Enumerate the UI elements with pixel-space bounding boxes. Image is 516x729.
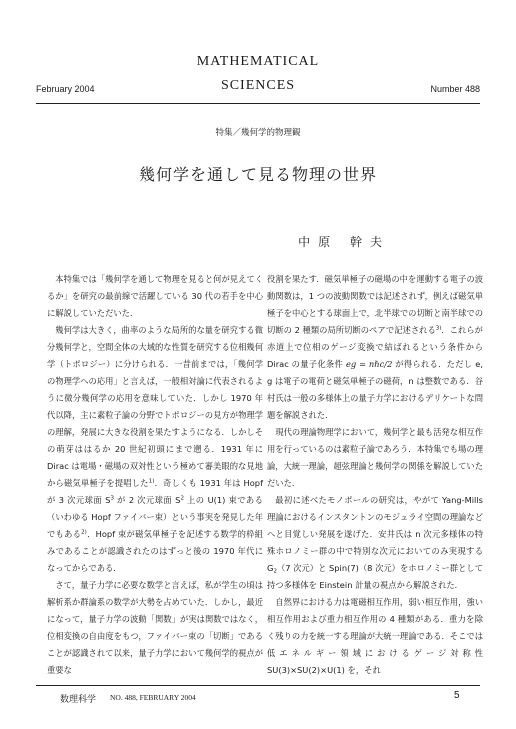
quantization-formula: eg = nℏc/2: [345, 359, 393, 369]
article-title: 幾何学を通して見る物理の世界: [138, 165, 377, 184]
body-column-right: [267, 271, 483, 679]
paragraph: 最初に述べたモノポールの研究は，やがて Yang-Mills 理論におけるインスタントンのモジュライ空間の理論などへと目覚しい発展を遂げた．安井氏は n 次元多様体の特殊ホロノミー群の中で特別な次元においてのみ実現する $G_2(7$ 次元）と Spin(7)（8 次元）をホロノミー群として持つ多様体を Einstein 計量の視点から解説された．: [267, 495, 483, 590]
issue-number: Number 488: [430, 84, 480, 94]
superscript: 2: [180, 495, 184, 502]
footer-journal-name: 数理科学: [60, 695, 97, 705]
paragraph: 役割を果たす．磁気単極子の磁場の中を運動する電子の波動関数は，1 つの波動関数では記述されず，例えば磁気単極子を中心とする球面上で，北半球での切断と南半球での切断の 2 種類の局所切断のペアで記述される$^{3)}$．これらが赤道上で位相のゲージ変換で結ばれるという条件から Dirac の量子化条件 eg = nℏc/2 が得られる．ただし e, g は電子の電荷と磁気単極子の磁荷，n は整数である．谷村氏は一般の多様体上の量子力学におけるデリケートな問題を解説された．: [267, 274, 483, 420]
author-name: 中原 幹夫: [298, 235, 390, 249]
subscript: 2: [273, 568, 277, 575]
series-label: 特集／幾何学的物理観: [215, 128, 301, 138]
paragraph: 幾何学は大きく，曲率のような局所的な量を研究する微分幾何学と，空間全体の大域的な性質を研究する位相幾何学（トポロジー）に分けられる．一昔前までは，「幾何学の物理学への応用」と言えば，一般相対論に代表されるように微分幾何学の応用を意味していた．しかし 1970 年代以降，主に素粒子論の分野でトポロジーの見方が物理学の理解，発展に大きな役割を果たすようになる．しかしその萌芽ははるか 20 世紀初頭にまで遡る．1931 年に Dirac は電場・磁場の双対性という極めて審美眼的な見地から磁気単極子を提唱した$^{1)}$．奇しくも 1931 年は Hopf が 3 次元球面 $S^3$ が 2 次元球面 $S^2$ 上の U(1) 束である（いわゆる Hopf ファイバー束）という事実を発見した年でもある$^{2)}$．Hopf 束が磁気単極子を記述する数学的枠組みであることが認識されたのはずっと後の 1970 年代になってからである．: [47, 325, 263, 573]
paragraph: 自然界における力は電磁相互作用，弱い相互作用，強い相互作用および重力相互作用の 4 種類がある．重力を除く残りの力を統一する理論が大統一理論である．そこでは低エネルギー領域におけるゲージ対称性 SU(3)×SU(2)×U(1) を，それ: [267, 597, 483, 675]
issue-date: February 2004: [36, 84, 95, 94]
journal-title: MATHEMATICAL: [196, 54, 320, 69]
journal-subtitle: SCIENCES: [220, 78, 296, 93]
page-number: 5: [454, 690, 460, 701]
reference-mark: 1): [148, 478, 155, 485]
paragraph: 本特集では「幾何学を通して物理を見ると何が見えてくるか」を研究の最前線で活躍している 30 代の若手を中心に解説していただいた．: [47, 274, 263, 318]
header-rule: [36, 103, 480, 104]
paragraph: 現代の理論物理学において，幾何学と最も活発な相互作用を行っているのは素粒子論であろう．本特集でも場の理論，大統一理論，超弦理論と幾何学の関係を解説していただいた．: [267, 427, 483, 488]
footer-issue: NO. 488, FEBRUARY 2004: [110, 693, 196, 702]
gauge-group-formula: SU(3)×SU(2)×U(1): [267, 665, 345, 675]
reference-mark: 2): [81, 529, 87, 536]
paragraph: さて，量子力学に必要な数学と言えば，私が学生の頃は解析系か群論系の数学が大勢を占めていた．しかし，最近になって，量子力学の波動「関数」が実は関数ではなく，位相変換の自由度をもつ，ファイバー束の「切断」であることが認識されて以来，量子力学において幾何学的視点が重要な: [47, 580, 263, 675]
superscript: 3: [110, 495, 114, 502]
body-column-left: [47, 271, 263, 679]
footer-rule: [36, 685, 480, 686]
reference-mark: 3): [435, 325, 442, 332]
